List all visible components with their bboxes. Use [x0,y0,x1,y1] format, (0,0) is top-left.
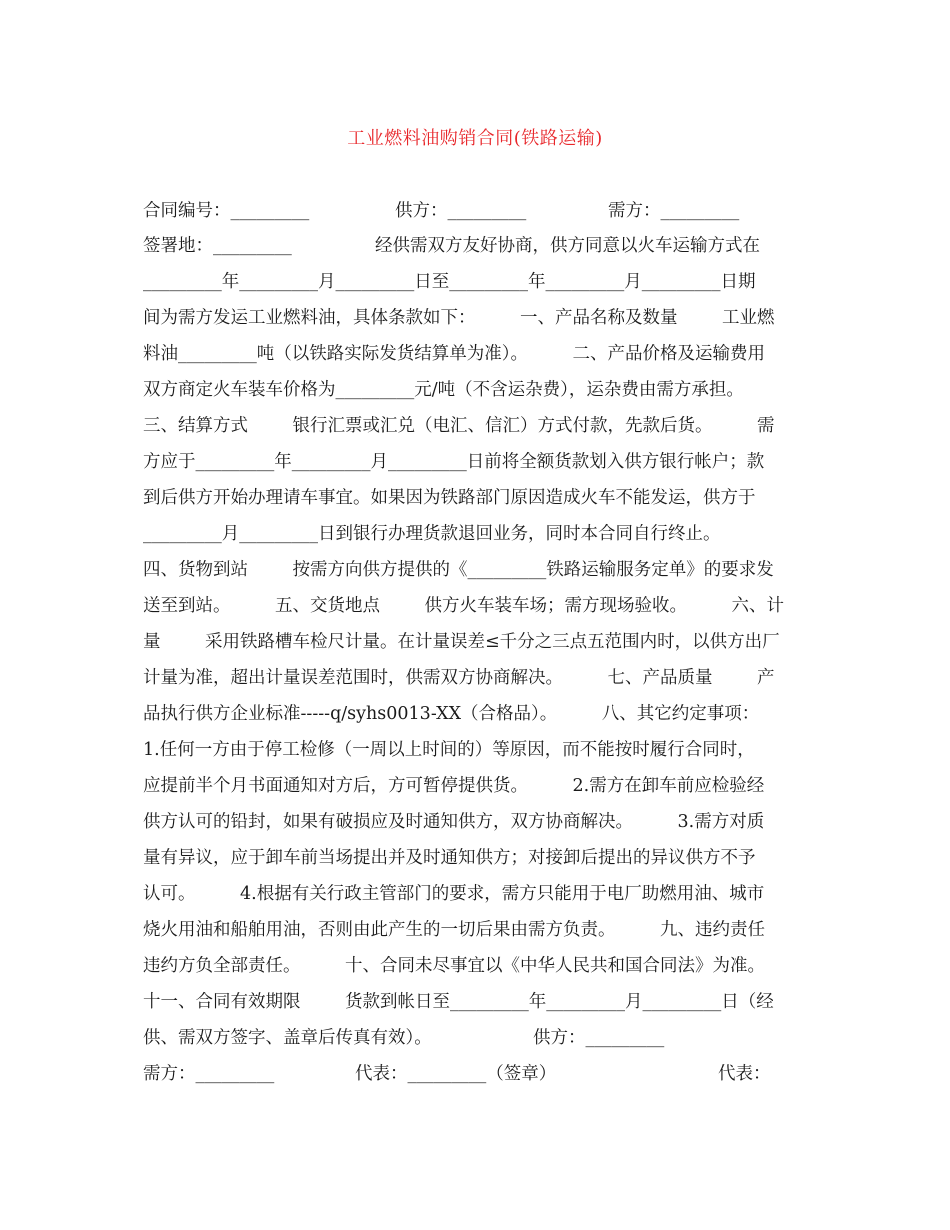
body-line: _________年_________月_________日至_________年_________月_________日期 [143,272,756,292]
body-line: 违约方负全部责任。 十、合同未尽事宜以《中华人民共和国合同法》为准。 [143,956,765,976]
body-line: 方应于_________年_________月_________日前将全额货款划入供方银行帐户；款 [143,452,765,472]
buyer-field: 需方：_________ [608,201,740,221]
body-line: 品执行供方企业标准-----q/syhs0013-XX（合格品）。 八、其它约定事项： [143,704,760,724]
body-line: 量 采用铁路槽车检尺计量。在计量误差≤千分之三点五范围内时，以供方出厂 [143,632,780,652]
body-line: 十一、合同有效期限 货款到帐日至_________年_________月_________日（经 [143,992,774,1012]
signing-place-field: 签署地：_________ [143,236,292,256]
body-line: 1.任何一方由于停工检修（一周以上时间的）等原因，而不能按时履行合同时， [143,740,755,760]
body-line: 到后供方开始办理请车事宜。如果因为铁路部门原因造成火车不能发运，供方于 [143,488,756,508]
body-line: 计量为准，超出计量误差范围时，供需双方协商解决。 七、产品质量 产 [143,668,775,688]
body-line: 烧火用油和船舶用油，否则由此产生的一切后果由需方负责。 九、违约责任 [143,920,765,940]
body-line: 应提前半个月书面通知对方后，方可暂停提供货。 2.需方在卸车前应检验经 [143,776,765,796]
document-title: 工业燃料油购销合同(铁路运输) [347,128,603,149]
body-line: 认可。 4.根据有关行政主管部门的要求，需方只能用于电厂助燃用油、城市 [143,884,765,904]
signature-row [143,1062,803,1182]
body-line: 送至到站。 五、交货地点 供方火车装车场；需方现场验收。 六、计 [143,596,785,616]
representative-sign-field: 代表：_________（签章） [355,1064,557,1084]
body-line: 量有异议，应于卸车前当场提出并及时通知供方；对接卸后提出的异议供方不予 [143,848,756,868]
body-line: 料油_________吨（以铁路实际发货结算单为准）。 二、产品价格及运输费用 [143,344,765,364]
body-line: 经供需双方友好协商，供方同意以火车运输方式在 [375,236,760,256]
body-line: 双方商定火车装车价格为_________元/吨（不含运杂费），运杂费由需方承担。 [143,380,744,400]
body-line: _________月_________日到银行办理货款退回业务，同时本合同自行终止。 [143,524,721,544]
buyer-sign-field: 需方：_________ [143,1064,275,1084]
supplier-field: 供方：_________ [395,201,527,221]
body-line: 供方认可的铅封，如果有破损应及时通知供方，双方协商解决。 3.需方对质 [143,812,765,832]
contract-number-field: 合同编号：_________ [143,201,310,221]
body-line: 三、结算方式 银行汇票或汇兑（电汇、信汇）方式付款，先款后货。 需 [143,416,775,436]
body-line: 四、货物到站 按需方向供方提供的《_________铁路运输服务定单》的要求发 [143,560,774,580]
body-line: 间为需方发运工业燃料油，具体条款如下： 一、产品名称及数量 工业燃 [143,308,775,328]
representative-label: 代表： [718,1064,771,1084]
supplier-sign-field: 供方：_________ [533,1028,665,1048]
body-line: 供、需双方签字、盖章后传真有效）。 [143,1028,432,1048]
